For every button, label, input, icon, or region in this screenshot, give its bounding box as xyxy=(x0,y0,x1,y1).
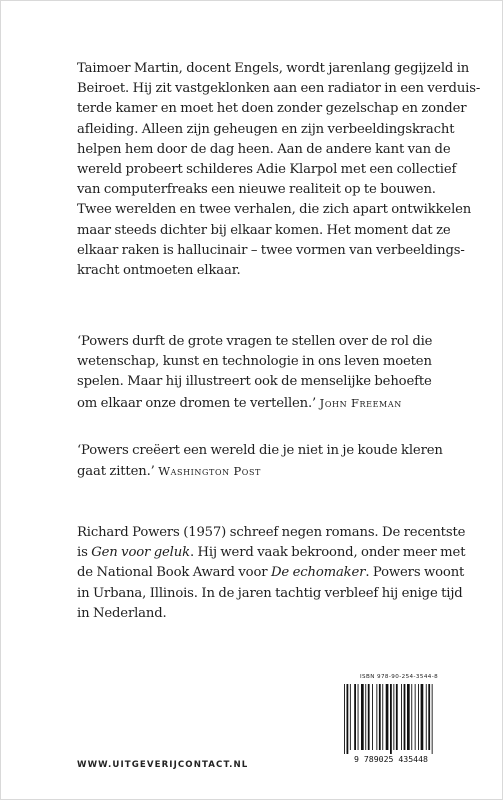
barcode-bar xyxy=(404,684,406,750)
bio-text: de National Book Award voor xyxy=(77,565,271,581)
author-bio xyxy=(77,523,466,624)
synopsis-line: Taimoer Martin, docent Engels, wordt jarenlang gegijzeld in xyxy=(77,61,470,76)
synopsis-line: elkaar raken is hallucinair – twee vormen van verbeeldings- xyxy=(77,242,465,258)
barcode-bar xyxy=(415,684,416,750)
quote-line-with-attribution xyxy=(77,461,439,482)
quote-line: gaat zitten.’ xyxy=(77,464,155,480)
barcode-bar xyxy=(428,684,430,750)
barcode-bar xyxy=(344,684,345,754)
synopsis-line: kracht ontmoeten elkaar. xyxy=(77,263,241,279)
book-title: Gen voor geluk xyxy=(91,545,190,561)
bio-line: in Urbana, Illinois. In de jaren tachtig verbleef hij enige tijd xyxy=(77,585,463,601)
barcode-bar xyxy=(361,684,364,750)
synopsis-paragraph xyxy=(77,59,481,281)
isbn-label: ISBN 978-90-254-3544-8 xyxy=(360,674,439,680)
review-quote-freeman xyxy=(77,332,439,414)
barcode-bar xyxy=(382,684,383,750)
barcode-bar xyxy=(393,684,394,750)
barcode-bar xyxy=(365,684,366,750)
bio-text: . Hij werd vaak bekroond, onder meer met xyxy=(189,545,466,561)
synopsis-line: afleiding. Alleen zijn geheugen en zijn verbeeldingskracht xyxy=(77,121,455,137)
barcode-bar xyxy=(354,684,356,750)
barcode-bar xyxy=(401,684,402,750)
barcode-bar xyxy=(411,684,412,750)
barcode-bar xyxy=(407,684,410,750)
quote-line: ‘Powers durft de grote vragen te stellen over de rol die xyxy=(77,334,433,349)
bio-line: Richard Powers (1957) schreef negen romans. De recentste xyxy=(77,525,466,540)
bio-line xyxy=(77,563,465,583)
synopsis-line: van computerfreaks een nieuwe realiteit op te bouwen. xyxy=(77,182,436,198)
barcode-bar xyxy=(379,684,381,750)
synopsis-line: Beiroet. Hij zit vastgeklonken aan een radiator in een verduis- xyxy=(77,81,481,97)
barcode-bar xyxy=(376,684,377,750)
barcode-bar xyxy=(372,684,373,750)
barcode-bar xyxy=(390,684,392,754)
book-title: De echomaker xyxy=(270,565,366,581)
barcode-bar xyxy=(350,684,351,750)
bio-text: . Powers woont xyxy=(365,565,465,581)
barcode-bar xyxy=(386,684,389,750)
quote-attribution: Washington Post xyxy=(158,464,261,479)
quote-line: om elkaar onze dromen te vertellen.’ xyxy=(77,395,317,411)
bio-line: in Nederland. xyxy=(77,605,167,621)
bio-text: is xyxy=(77,545,92,561)
bio-line xyxy=(77,543,466,563)
barcode-block xyxy=(338,673,444,764)
barcode-bar xyxy=(347,684,349,754)
synopsis-line: wereld probeert schilderes Adie Klarpol met een collectief xyxy=(77,162,457,178)
barcode-image xyxy=(338,684,444,764)
review-quote-washington-post xyxy=(77,441,443,482)
quote-line: spelen. Maar hij illustreert ook de menselijke behoefte xyxy=(77,374,432,390)
synopsis-line: Twee werelden en twee verhalen, die zich apart ontwikkelen xyxy=(77,202,472,218)
quote-attribution: John Freeman xyxy=(319,395,402,410)
synopsis-line: helpen hem door de dag heen. Aan de andere kant van de xyxy=(77,141,451,157)
barcode-bar xyxy=(358,684,359,750)
synopsis-line: terde kamer en moet het doen zonder gezelschap en zonder xyxy=(77,101,467,117)
barcode-digits: 9 789025 435448 xyxy=(354,754,428,764)
quote-line-with-attribution xyxy=(77,393,439,414)
quote-line: wetenschap, kunst en technologie in ons leven moeten xyxy=(77,354,432,370)
synopsis-line: maar steeds dichter bij elkaar komen. Het moment dat ze xyxy=(77,222,451,238)
barcode-bar xyxy=(432,684,433,754)
publisher-website: WWW.UITGEVERIJCONTACT.NL xyxy=(77,760,249,770)
barcode-bar xyxy=(421,684,424,750)
barcode-bar xyxy=(418,684,419,750)
quote-line: ‘Powers creëert een wereld die je niet in je koude kleren xyxy=(77,443,443,458)
barcode-bar xyxy=(426,684,427,750)
barcode-bar xyxy=(368,684,370,750)
barcode-bar xyxy=(396,684,398,750)
